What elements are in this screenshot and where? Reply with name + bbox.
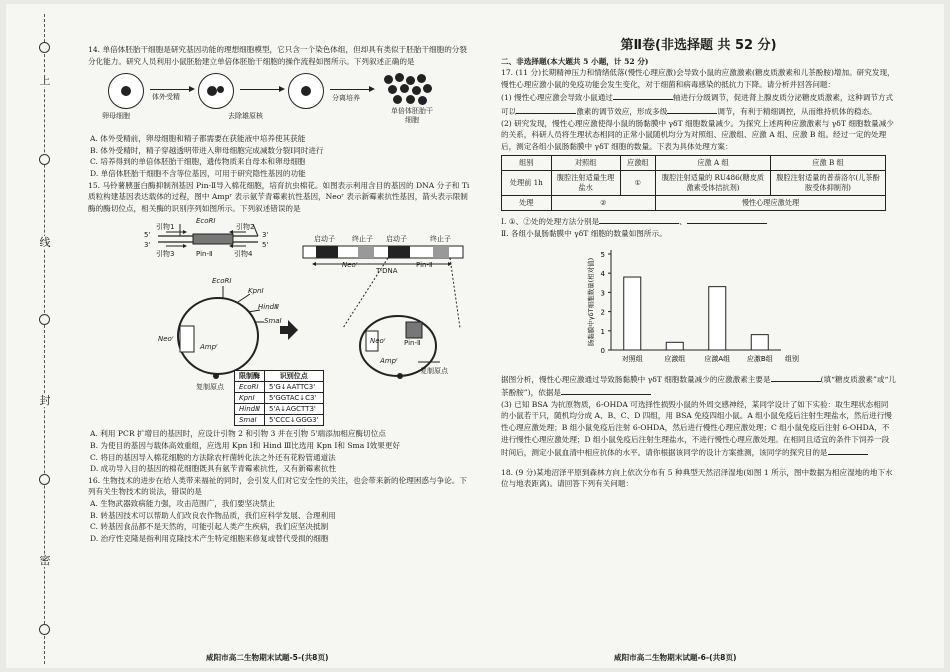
x-tick-label: 应激A组 xyxy=(704,354,731,363)
culture-arrow xyxy=(330,89,370,90)
remove-pronucleus-label: 去除雄原核 xyxy=(228,112,263,121)
q17-p1-text: 质激素，这种调节方式可以 xyxy=(501,93,894,116)
primer4-label: 引物4 xyxy=(234,250,253,259)
bar xyxy=(666,342,683,350)
y-tick-label: 4 xyxy=(600,269,605,278)
recombinant-neo-label: Neoʳ xyxy=(370,337,386,346)
q15-option-a: A. 利用 PCR 扩增目的基因时，应设计引物 2 和引物 3 并在引物 5'端添加相应酶切位点 xyxy=(90,429,386,439)
q16-stem: 16. 生物技术的进步在给人类带来福祉的同时，会引发人们对它安全性的关注，也会带来新的伦理困惑与争论。下列有关生物技术的说法，错误的是 xyxy=(88,475,467,497)
primer3-label: 引物3 xyxy=(156,250,175,259)
recombinant-pin2-label: Pin-Ⅱ xyxy=(404,339,421,348)
q17-sub2: Ⅱ. 各组小鼠肠黏膜中 γδT 细胞的数量如图所示。 xyxy=(501,228,667,238)
recombinant-amp-label: Ampʳ xyxy=(380,357,398,366)
y-axis-label: 肠黏膜中γδT细胞数量(相对值) xyxy=(587,257,595,346)
y-tick-label: 3 xyxy=(600,288,605,297)
table-cell: 慢性心理应激处理 xyxy=(656,196,886,211)
q16-option-b: B. 转基因技术可以帮助人们改良农作物品质，我们应科学发展、合理利用 xyxy=(90,510,336,520)
hole-circle xyxy=(39,314,50,325)
hole-circle xyxy=(39,624,50,635)
margin-label-line: 线 xyxy=(36,236,54,249)
q14-option-d: D. 单倍体胚胎干细胞不含等位基因，可用于研究隐性基因的功能 xyxy=(90,168,306,178)
enzyme-name: KpnⅠ xyxy=(235,393,265,404)
strand-3prime-right-label: 3' xyxy=(262,231,269,240)
culture-label: 分离培养 xyxy=(332,94,360,103)
x-tick-label: 对照组 xyxy=(621,354,643,363)
removal-arrow xyxy=(240,89,280,90)
y-tick-label: 5 xyxy=(600,250,605,259)
pin2-gene-label: Pin-Ⅱ xyxy=(196,250,213,259)
hind3-label: HindⅢ xyxy=(258,303,279,312)
answer-blank[interactable] xyxy=(828,445,868,455)
row-label: 处理前 1h xyxy=(502,171,552,196)
table-header: 应激 B 组 xyxy=(771,156,886,171)
q14-stem: 14. 单倍体胚胎干细胞是研究基因功能的理想细胞模型，它只含一个染色体组，但却具有类似于胚胎干细胞的分裂分化能力。研究人员利用小鼠胚胎建立单倍体胚胎干细胞的操作流程如图所示。下列叙述正确的是 xyxy=(88,45,467,66)
oocyte-label: 卵母细胞 xyxy=(102,112,130,121)
q17-p1-text: 调 xyxy=(717,106,725,116)
enzyme-name: HindⅢ xyxy=(235,404,265,415)
promoter-label-2: 启动子 xyxy=(386,235,407,244)
q17-p1-text: 节，有利于精细调控，从而维持机体的稳态。 xyxy=(724,106,877,116)
q17-analysis xyxy=(501,372,896,399)
bar xyxy=(709,286,726,349)
margin-label-seal: 封 xyxy=(36,394,54,407)
q17-p1-text: (1) 慢性心理应激会导致小鼠通过 xyxy=(501,93,613,103)
table-header: 组别 xyxy=(502,156,552,171)
table-header: 应激 A 组 xyxy=(656,156,771,171)
ecor1-site-label: EcoRⅠ xyxy=(196,217,216,226)
left-column xyxy=(88,44,473,649)
table-cell: 腹腔注射适量生理盐水 xyxy=(551,171,620,196)
haploid-esc-label: 单倍体胚胎干细胞 xyxy=(391,107,433,125)
enzyme-site: 5'A↓AGCTT3' xyxy=(265,404,324,415)
enzyme-site-table xyxy=(234,370,324,426)
enzyme-name: SmaⅠ xyxy=(235,415,265,426)
q17-sub1: Ⅰ. ①、②处的处理方法分别是 、 xyxy=(501,214,896,228)
table-cell: ① xyxy=(620,171,655,196)
hole-circle xyxy=(39,42,50,53)
q17-analysis-text: “糖皮质激素”或“儿茶酚胺”)，依据是 xyxy=(501,374,896,398)
answer-blank[interactable] xyxy=(561,385,651,395)
q15-option-c: C. 将目的基因导入棉花细胞的方法除农杆菌转化法之外还有花粉管通道法 xyxy=(90,452,336,462)
q16-option-c: C. 转基因食品都不是天然的，可能引起人类产生疾病，我们应坚决抵制 xyxy=(90,522,329,532)
terminator-label-1: 终止子 xyxy=(352,235,373,244)
q14-option-b: B. 体外受精时，精子穿越透明带进入卵母细胞完成减数分裂Ⅰ同时进行 xyxy=(90,145,324,155)
q17-part3 xyxy=(501,399,896,459)
hole-circle xyxy=(39,474,50,485)
enzyme-site: 5'G↓AATTC3' xyxy=(265,382,324,393)
q15-option-b: B. 为使目的基因与载体高效重组，应选用 Kpn Ⅰ和 Hind Ⅲ比选用 Kpn Ⅰ和 Sma Ⅰ效果更好 xyxy=(90,440,401,450)
answer-blank[interactable] xyxy=(667,104,717,114)
q14-option-a: A. 体外受精前，卵母细胞和精子都需要在获能液中培养使其获能 xyxy=(90,134,306,144)
neo-resistance-label: Neoʳ xyxy=(158,335,174,344)
y-tick-label: 1 xyxy=(600,327,605,336)
q15-stem: 15. 马铃薯胰蛋白酶抑制剂基因 Pin-Ⅱ导入棉花细胞，培育抗虫棉花。如图表示利用含目的基因的 DNA 分子和 Ti 质粒构建基因表达载体的过程，图中 Ampʳ 表示氨苄青霉素抗性基因，Neoʳ 表示新霉素抗性基因，箭头表示限制酶的酶切位点，相关酶的识别序列如图所示。下列叙述错误的是 xyxy=(88,180,470,213)
q17-part2: (2) 研究发现，慢性心理应激使得小鼠的肠黏膜中 γδT 细胞数量减少。为探究上述两种应激激素与 γδT 细胞数量减少的关系，科研人员将生理状态相同的正常小鼠随机均分为对照组、应激组、应激 A 组、应激 B 组。经过一定的处理后，测定各组小鼠肠黏膜中 γδT 细胞的数量。下表为具体处理方案： xyxy=(501,118,894,151)
gd-t-cell-bar-chart xyxy=(501,242,896,370)
enzyme-header: 限制酶 xyxy=(235,371,265,382)
bar-chart-svg xyxy=(501,242,896,370)
table-cell: 腹腔注射适量的普萘洛尔(儿茶酚胺受体抑制剂) xyxy=(771,171,886,196)
enzyme-name: EcoRⅠ xyxy=(235,382,265,393)
fertilization-label: 体外受精 xyxy=(152,93,180,102)
strand-5prime-right-label: 5' xyxy=(262,241,269,250)
q17-analysis-text: (填 xyxy=(820,374,832,384)
fertilization-arrow xyxy=(150,89,190,90)
q15-diagram xyxy=(88,216,473,426)
q16-option-d: D. 治疗性克隆是指利用克隆技术产生特定细胞来修复或替代受损的细胞 xyxy=(90,533,329,543)
amp-resistance-label: Ampʳ xyxy=(200,343,218,352)
answer-blank[interactable] xyxy=(516,104,576,114)
x-axis-label: 组别 xyxy=(785,354,799,363)
tdna-neo-label: Neoʳ xyxy=(342,261,358,270)
answer-blank[interactable] xyxy=(687,214,767,224)
binding-margin xyxy=(24,14,64,664)
oocyte-cell xyxy=(108,73,144,109)
q17-sub1-text: Ⅰ. ①、②处的处理方法分别是 xyxy=(501,217,600,227)
haploid-cell xyxy=(288,73,324,109)
q17-analysis-text: 据图分析，慢性心理应激通过导致肠黏膜中 γδT 细胞数量减少的应激激素主要是 xyxy=(501,374,771,384)
right-page-footer: 咸阳市高二生物期末试题-6-(共8页) xyxy=(614,653,737,662)
table-header: 对照组 xyxy=(551,156,620,171)
q17-part1 xyxy=(501,90,896,117)
ecor1-plasmid-label: EcoRⅠ xyxy=(212,277,232,286)
enzyme-site: 5'GGTAC↓C3' xyxy=(265,393,324,404)
section-title: 第Ⅱ卷(非选择题 共 52 分) xyxy=(620,38,777,53)
sma1-label: SmaⅠ xyxy=(264,317,282,326)
terminator-label-2: 终止子 xyxy=(430,235,451,244)
q18-stem: 18. (9 分)某地沼泽平原到森林方向上依次分布有 5 种典型天然沼泽湿地(如图 1 所示，图中数据为相应湿地的地下水位与地表距离)。请回答下列有关问题： xyxy=(501,467,893,489)
primer2-label: 引物2 xyxy=(236,223,255,232)
q15-option-d: D. 成功导入目的基因的棉花细胞既具有氨苄青霉素抗性，又有新霉素抗性 xyxy=(90,464,337,474)
left-page-footer: 咸阳市高二生物期末试题-5-(共8页) xyxy=(206,653,329,662)
table-cell: 腹腔注射适量的 RU486(糖皮质激素受体拮抗剂) xyxy=(656,171,771,196)
strand-5prime-label: 5' xyxy=(144,231,151,240)
hole-circle xyxy=(39,154,50,165)
margin-label-top: 上 xyxy=(36,74,54,87)
answer-blank[interactable] xyxy=(613,90,673,100)
x-tick-label: 应激B组 xyxy=(746,354,773,363)
promoter-label-1: 启动子 xyxy=(314,235,335,244)
q14-option-c: C. 培养得到的单倍体胚胎干细胞，遗传物质来自母本和卵母细胞 xyxy=(90,157,306,167)
q17-p1-text: 激素的调节效应，形成多级 xyxy=(576,106,668,116)
table-cell: ② xyxy=(551,196,655,211)
table-header: 应激组 xyxy=(620,156,655,171)
tdna-pin2-label: Pin-Ⅱ xyxy=(416,261,433,270)
bar xyxy=(751,334,768,349)
margin-label-secret: 密 xyxy=(36,554,54,567)
y-tick-label: 0 xyxy=(600,346,605,355)
exam-sheet xyxy=(6,4,944,668)
treatment-table xyxy=(501,155,886,211)
bar xyxy=(624,277,641,350)
answer-blank[interactable] xyxy=(599,214,679,224)
site-header: 识别位点 xyxy=(265,371,324,382)
q17-stem: 17. (11 分)长期精神压力和情绪低落(慢性心理应激)会导致小鼠的应激激素(糖皮质激素和儿茶酚胺)增加。研究发现，慢性心理应激小鼠的免疫功能会发生变化，对于细菌和病毒感染的抵抗力下降。请分析并回答问题： xyxy=(501,68,895,89)
answer-blank[interactable] xyxy=(771,372,821,382)
y-tick-label: 2 xyxy=(600,308,605,317)
tdna-label: T-DNA xyxy=(376,267,398,276)
part-title: 二、非选择题(本大题共 5 小题，计 52 分) xyxy=(501,56,649,66)
q17-p1-text: 轴进行分级调节，促进肾上腺皮质分泌糖皮 xyxy=(672,93,818,103)
right-column xyxy=(501,40,896,650)
q14-diagram xyxy=(88,69,473,131)
enzyme-site: 5'CCC↓GGG3' xyxy=(265,415,324,426)
ori-label: 复制原点 xyxy=(196,383,224,392)
kpn1-label: KpnⅠ xyxy=(248,287,264,296)
q17-p3-text: (3) 已知 BSA 为抗原物质，6-OHDA 可选择性损毁小鼠的外周交感神经，某同学设计了如下实验：取生理状态相同的小鼠若干只，随机均分成 A、B、C、D 四组，用 BSA 免疫四组小鼠。A 组小鼠免疫后注射生理盐水，然后进行慢性心理应激处理；B 组小鼠免疫后注射 6-OHDA，然后进行慢性心理应激处理；C 组小鼠免疫后注射 6-OHDA，不进行慢性心理应激处理；D 组小鼠免疫后注射生理盐水，不进行慢性心理应激处理。在相同且适宜的条件下饲养一段时间后，测定小鼠血清中相应抗体的水平。请你根据该同学的设计方案推测，该同学的探究目的是 xyxy=(501,399,892,458)
x-tick-label: 应激组 xyxy=(664,354,686,363)
row-label: 处理 xyxy=(502,196,552,211)
primer1-label: 引物1 xyxy=(156,223,175,232)
recombinant-ori-label: 复制原点 xyxy=(420,367,448,376)
q16-option-a: A. 生物武器致病能力强，攻击范围广，我们要坚决禁止 xyxy=(90,498,275,508)
strand-3prime-label: 3' xyxy=(144,241,151,250)
zygote-cell xyxy=(198,73,234,109)
